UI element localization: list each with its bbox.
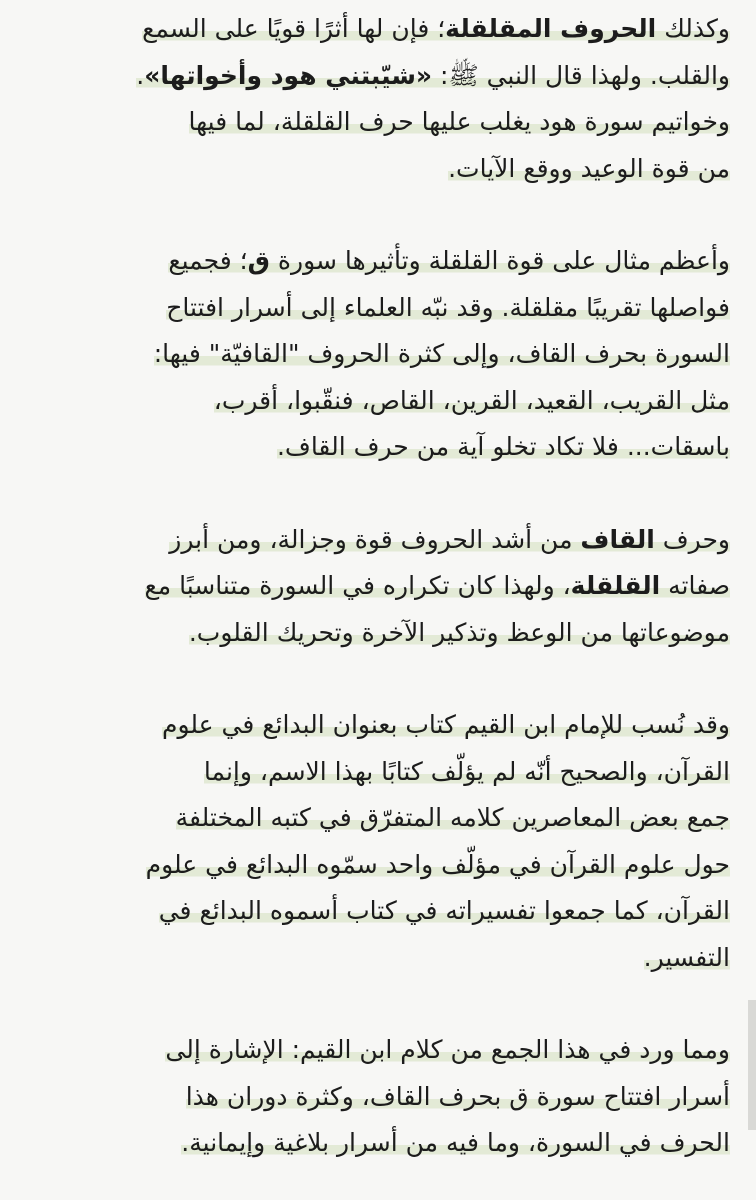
text-line <box>30 6 730 53</box>
text-run: مثل القريب، القعيد، القرين، القاص، فنقّبوا، أقرب، <box>213 385 730 415</box>
highlighted-text <box>189 107 730 136</box>
highlighted-text <box>145 571 731 600</box>
text-line <box>30 563 730 610</box>
text-line <box>30 1027 730 1074</box>
text-run: باسقات... فلا تكاد تخلو آية من حرف القاف. <box>276 432 730 461</box>
highlighted-text <box>448 154 730 183</box>
highlighted-text <box>277 432 730 461</box>
paragraph-1 <box>30 6 730 192</box>
highlighted-text <box>162 710 730 739</box>
highlighted-text <box>181 1128 730 1157</box>
paragraph-5 <box>30 1027 730 1167</box>
text-line <box>30 1074 730 1121</box>
text-line <box>30 842 730 889</box>
text-run: وقد نُسب للإمام ابن القيم كتاب بعنوان البدائع في علوم <box>161 710 730 739</box>
text-line <box>30 1120 730 1167</box>
highlighted-text <box>168 246 730 275</box>
highlighted-text <box>204 757 730 786</box>
text-run: من أشد الحروف قوة وجزالة، ومن أبرز <box>169 524 581 554</box>
text-run: ؛ فجميع <box>168 246 248 275</box>
text-run: وخواتيم سورة هود يغلب عليها حرف القلقلة، لما فيها <box>188 107 730 136</box>
highlighted-text <box>186 1082 730 1111</box>
text-run: التفسير. <box>643 942 730 972</box>
highlighted-text <box>146 850 730 879</box>
text-line <box>30 888 730 935</box>
bold-text: «شيّبتني هود وأخواتها» <box>144 60 433 90</box>
bold-text: القلقلة <box>570 571 661 600</box>
text-line <box>30 749 730 796</box>
text-run: وأعظم مثال على قوة القلقلة وتأثيرها سورة <box>269 246 730 275</box>
text-run: السورة بحرف القاف، وإلى كثرة الحروف "القافيّة" فيها: <box>153 339 730 368</box>
text-run: أسرار افتتاح سورة ق بحرف القاف، وكثرة دوران هذا <box>185 1081 730 1111</box>
text-run: وكذلك <box>656 14 730 43</box>
bold-text: الحروف المقلقلة <box>445 14 657 43</box>
paragraph-4 <box>30 702 730 981</box>
text-run: القرآن، والصحيح أنّه لم يؤلّف كتابًا بهذا الاسم، وإنما <box>203 756 730 786</box>
text-run: وحرف <box>654 524 730 554</box>
text-run: . <box>136 60 145 90</box>
text-run: ومما ورد في هذا الجمع من كلام ابن القيم: الإشارة إلى <box>165 1035 730 1064</box>
text-line <box>30 517 730 564</box>
text-run: موضوعاتها من الوعظ وتذكير الآخرة وتحريك القلوب. <box>188 617 730 647</box>
text-run: الحرف في السورة، وما فيه من أسرار بلاغية وإيمانية. <box>181 1128 730 1157</box>
text-line <box>30 795 730 842</box>
text-run: القرآن، كما جمعوا تفسيراته في كتاب أسموه البدائع في <box>158 896 730 925</box>
highlighted-text <box>154 339 730 368</box>
text-line <box>30 378 730 425</box>
text-line <box>30 146 730 193</box>
text-run: والقلب. ولهذا قال النبي ﷺ: <box>432 60 730 90</box>
highlighted-text <box>165 1035 730 1064</box>
text-line <box>30 331 730 378</box>
highlighted-text <box>644 943 730 972</box>
highlighted-text <box>214 386 730 415</box>
bold-text: ق <box>247 246 270 275</box>
highlighted-text <box>176 803 730 832</box>
highlighted-text <box>169 525 730 554</box>
text-line <box>30 285 730 332</box>
text-line <box>30 610 730 657</box>
text-run: من قوة الوعيد ووقع الآيات. <box>448 153 730 183</box>
text-run: صفاته <box>660 571 730 600</box>
highlighted-text <box>189 618 730 647</box>
highlighted-text <box>136 61 730 90</box>
text-run: حول علوم القرآن في مؤلّف واحد سمّوه البدائع في علوم <box>145 849 730 879</box>
text-line <box>30 935 730 982</box>
highlighted-text <box>166 293 730 322</box>
highlighted-text <box>159 896 730 925</box>
text-run: ، ولهذا كان تكراره في السورة متناسبًا مع <box>144 571 571 600</box>
text-run: جمع بعض المعاصرين كلامه المتفرّق في كتبه المختلفة <box>175 803 730 832</box>
text-line <box>30 53 730 100</box>
text-run: ؛ فإن لها أثرًا قويًا على السمع <box>142 14 446 43</box>
scrollbar-thumb[interactable] <box>748 1000 756 1130</box>
text-line <box>30 424 730 471</box>
text-line <box>30 99 730 146</box>
text-run: فواصلها تقريبًا مقلقلة. وقد نبّه العلماء إلى أسرار افتتاح <box>166 292 730 322</box>
highlighted-text <box>142 14 730 43</box>
text-line <box>30 238 730 285</box>
bold-text: القاف <box>580 524 655 554</box>
text-line <box>30 702 730 749</box>
paragraph-3 <box>30 517 730 657</box>
paragraph-2 <box>30 238 730 471</box>
